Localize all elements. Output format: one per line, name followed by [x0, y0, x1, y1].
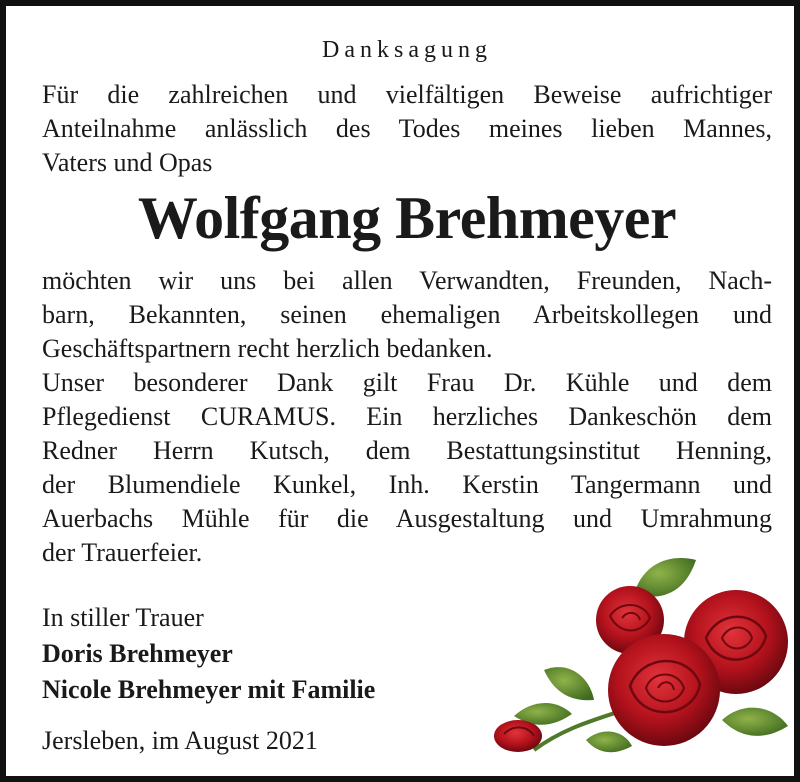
body-line: Auerbachs Mühle für die Ausgestaltung und Umrahmung	[42, 504, 772, 533]
intro-line: Anteilnahme anlässlich des Todes meines lieben Mannes,	[42, 114, 772, 143]
intro-text	[42, 78, 772, 180]
body-line: möchten wir uns bei allen Verwandten, Freunden, Nach-	[42, 266, 772, 295]
intro-line: Für die zahlreichen und vielfältigen Beweise aufrichtiger	[42, 80, 772, 109]
body-line: Unser besonderer Dank gilt Frau Dr. Kühle und dem	[42, 368, 772, 397]
signoff-intro: In stiller Trauer	[42, 603, 204, 632]
mourner-name: Nicole Brehmeyer mit Familie	[42, 675, 376, 704]
body-line: der Blumendiele Kunkel, Inh. Kerstin Tangermann und	[42, 470, 772, 499]
body-line: der Trauerfeier.	[42, 538, 203, 567]
body-line: Redner Herrn Kutsch, dem Bestattungsinstitut Henning,	[42, 436, 772, 465]
notice-content	[42, 28, 772, 570]
body-line: Pflegedienst CURAMUS. Ein herzliches Dankeschön dem	[42, 402, 772, 431]
mourner-name: Doris Brehmeyer	[42, 639, 233, 668]
deceased-name: Wolfgang Brehmeyer	[137, 185, 677, 251]
notice-heading: Danksagung	[322, 37, 492, 63]
roses-illustration-icon	[474, 550, 800, 782]
body-line: Geschäftspartnern recht herzlich bedanken.	[42, 334, 493, 363]
body-line: barn, Bekannten, seinen ehemaligen Arbeitskollegen und	[42, 300, 772, 329]
intro-line: Vaters und Opas	[42, 148, 213, 177]
thanks-text	[42, 264, 772, 570]
signoff	[42, 600, 375, 708]
place-date: Jersleben, im August 2021	[42, 726, 318, 755]
